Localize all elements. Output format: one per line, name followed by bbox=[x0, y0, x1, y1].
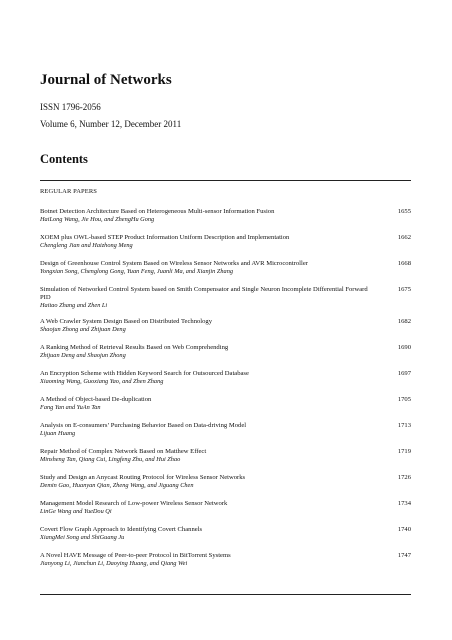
page-number: 1697 bbox=[397, 370, 411, 377]
article-authors: Demin Gao, Huanyan Qian, Zheng Wang, and Jiguang Chen bbox=[40, 482, 194, 489]
article-title[interactable]: Analysis on E-consumers’ Purchasing Behavior Based on Data-driving Model bbox=[40, 422, 247, 429]
article-authors: Haitao Zhang and Zhen Li bbox=[40, 302, 108, 309]
article-authors: Yongxian Song, Chenglong Gong, Yuan Feng, Juanli Ma, and Xianjin Zhang bbox=[40, 268, 233, 275]
article-title[interactable]: A Novel HAVE Message of Peer-to-peer Protocol in BitTorrent Systems bbox=[40, 552, 231, 559]
toc-entry[interactable] bbox=[40, 370, 411, 396]
article-title[interactable]: Design of Greenhouse Control System Based on Wireless Sensor Networks and AVR Microcontroller bbox=[40, 260, 308, 267]
toc-entry[interactable] bbox=[40, 208, 411, 234]
article-authors: LinGe Wang and YueDou Qi bbox=[40, 508, 112, 515]
toc-entry[interactable] bbox=[40, 318, 411, 344]
page-number: 1740 bbox=[397, 526, 411, 533]
page-number: 1719 bbox=[397, 448, 411, 455]
article-title[interactable]: Management Model Research of Low-power Wireless Sensor Network bbox=[40, 500, 228, 507]
toc-entry[interactable] bbox=[40, 448, 411, 474]
page-number: 1747 bbox=[397, 552, 411, 559]
toc-entry[interactable] bbox=[40, 474, 411, 500]
page-number: 1655 bbox=[397, 208, 411, 215]
article-title[interactable]: Simulation of Networked Control System based on Smith Compensator and Single Neuron Incomplete Differential Forward PID bbox=[40, 286, 368, 301]
article-title[interactable]: Covert Flow Graph Approach to Identifying Covert Channels bbox=[40, 526, 203, 533]
article-authors: Zhijuan Deng and Shaojun Zhong bbox=[40, 352, 126, 359]
toc-entry[interactable] bbox=[40, 396, 411, 422]
article-authors: Fang Yan and YuAn Tan bbox=[40, 404, 101, 411]
article-title[interactable]: Study and Design an Anycast Routing Protocol for Wireless Sensor Networks bbox=[40, 474, 246, 481]
article-authors: Chengleng Jian and Haizhong Meng bbox=[40, 242, 133, 249]
page-number: 1705 bbox=[397, 396, 411, 403]
toc-entry[interactable] bbox=[40, 422, 411, 448]
bottom-divider bbox=[40, 594, 411, 595]
table-of-contents bbox=[40, 208, 411, 578]
article-title[interactable]: A Ranking Method of Retrieval Results Based on Web Comprehending bbox=[40, 344, 229, 351]
article-authors: HaiLong Wang, Jie Hou, and ZhengHu Gong bbox=[40, 216, 155, 223]
article-authors: Shaojun Zhong and Zhijuan Deng bbox=[40, 326, 126, 333]
article-authors: XiangMei Song and ShiGuang Ju bbox=[40, 534, 125, 541]
journal-title: Journal of Networks bbox=[40, 72, 172, 88]
article-authors: Xiaoming Wang, Guoxiang Yao, and Zhen Zhang bbox=[40, 378, 164, 385]
article-title[interactable]: A Web Crawler System Design Based on Distributed Technology bbox=[40, 318, 213, 325]
toc-entry[interactable] bbox=[40, 234, 411, 260]
article-authors: Minsheng Tan, Qiang Cui, Lingfeng Zhu, and Hui Zhao bbox=[40, 456, 181, 463]
article-title[interactable]: An Encryption Scheme with Hidden Keyword Search for Outsourced Database bbox=[40, 370, 249, 377]
section-label: REGULAR PAPERS bbox=[40, 188, 97, 195]
toc-entry[interactable] bbox=[40, 260, 411, 286]
page-number: 1690 bbox=[397, 344, 411, 351]
page-number: 1675 bbox=[397, 286, 411, 293]
issn: ISSN 1796-2056 bbox=[40, 102, 101, 112]
contents-heading: Contents bbox=[40, 152, 88, 166]
page-number: 1682 bbox=[397, 318, 411, 325]
page-number: 1668 bbox=[397, 260, 411, 267]
page-number: 1726 bbox=[397, 474, 411, 481]
toc-entry[interactable] bbox=[40, 526, 411, 552]
toc-entry[interactable] bbox=[40, 500, 411, 526]
page-number: 1713 bbox=[397, 422, 411, 429]
article-title[interactable]: XOEM plus OWL-based STEP Product Information Uniform Description and Implementation bbox=[40, 234, 290, 241]
toc-entry[interactable] bbox=[40, 552, 411, 578]
top-divider bbox=[40, 180, 411, 181]
toc-entry[interactable] bbox=[40, 286, 411, 318]
article-authors: Lijuan Huang bbox=[40, 430, 76, 437]
article-title[interactable]: Repair Method of Complex Network Based on Matthew Effect bbox=[40, 448, 207, 455]
page-number: 1734 bbox=[397, 500, 411, 507]
page-number: 1662 bbox=[397, 234, 411, 241]
article-authors: Jianyong Li, Jianchun Li, Daoying Huang, and Qiang Wei bbox=[40, 560, 188, 567]
toc-entry[interactable] bbox=[40, 344, 411, 370]
volume-info: Volume 6, Number 12, December 2011 bbox=[40, 119, 182, 129]
article-title[interactable]: A Method of Object-based De-duplication bbox=[40, 396, 152, 403]
article-title[interactable]: Botnet Detection Architecture Based on Heterogeneous Multi-sensor Information Fusion bbox=[40, 208, 275, 215]
